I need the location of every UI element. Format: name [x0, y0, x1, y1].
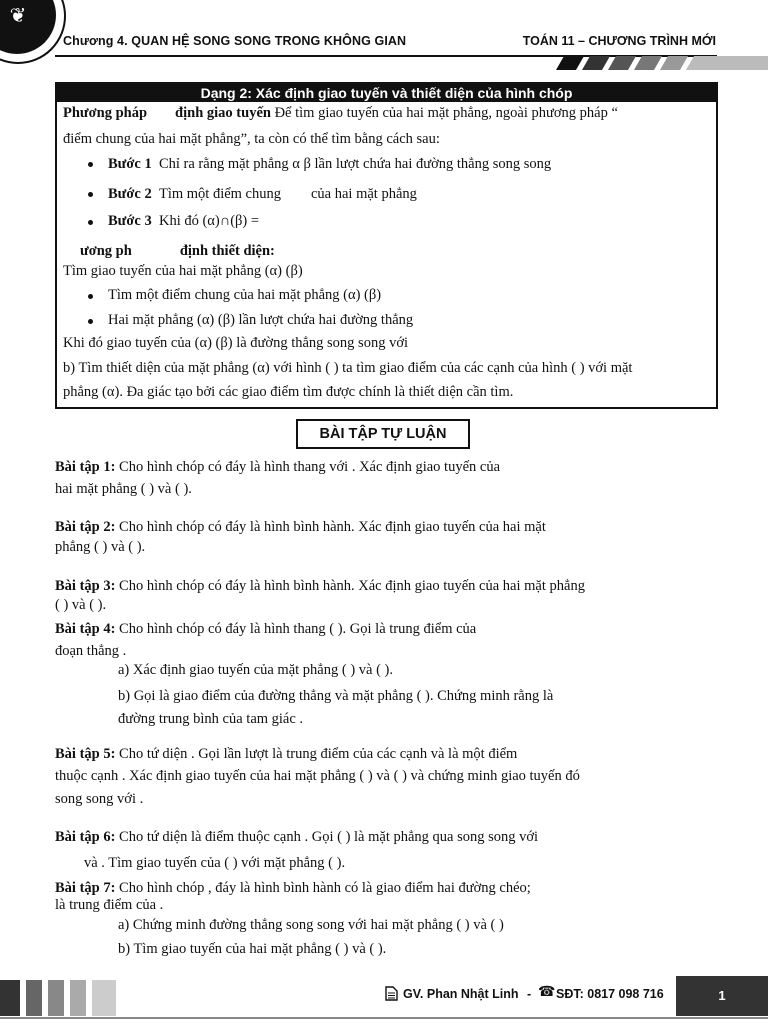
method-title: Dạng 2: Xác định giao tuyến và thiết diện của hình chóp: [57, 84, 716, 102]
footer-phone: SĐT: 0817 098 716: [556, 987, 664, 1001]
course-title: TOÁN 11 – CHƯƠNG TRÌNH MỚI: [522, 34, 716, 48]
bullet-marker: [88, 319, 93, 324]
exercise-5-cont: thuộc cạnh . Xác định giao tuyến của hai mặt phẳng ( ) và ( ) và chứng minh giao tuyến đó: [55, 768, 580, 784]
header-stripes: [554, 56, 768, 70]
chapter-title: Chương 4. QUAN HỆ SONG SONG TRONG KHÔNG GIAN: [63, 34, 407, 48]
exercise-2: Bài tập 2: Cho hình chóp có đáy là hình bình hành. Xác định giao tuyến của hai mặt: [55, 519, 546, 535]
exercise-4-cont: đoạn thẳng .: [55, 643, 127, 659]
bullet-marker: [88, 220, 93, 225]
exercise-7: Bài tập 7: Cho hình chóp , đáy là hình bình hành có là giao điểm hai đường chéo;: [55, 880, 531, 896]
exercise-4-part-b-cont: đường trung bình của tam giác .: [118, 711, 304, 727]
bullet-marker: [88, 162, 93, 167]
exercise-6-cont: và . Tìm giao tuyến của ( ) với mặt phẳng ( ).: [84, 855, 346, 871]
method-line-11: b) Tìm thiết diện của mặt phẳng (α) với hình ( ) ta tìm giao điểm của các cạnh của hình ( ) với mặt: [63, 360, 633, 376]
exercise-3: Bài tập 3: Cho hình chóp có đáy là hình bình hành. Xác định giao tuyến của hai mặt phẳng: [55, 578, 585, 594]
exercises-title: BÀI TẬP TỰ LUẬN: [296, 419, 470, 449]
bullet-marker: [88, 192, 93, 197]
exercise-4-part-a: a) Xác định giao tuyến của mặt phẳng ( ) và ( ).: [118, 662, 393, 678]
phone-icon: ☎: [538, 985, 556, 1000]
leaf-logo-icon: ❦: [9, 5, 27, 27]
step-2: Bước 2 Tìm một điểm chung của hai mặt phẳng: [108, 186, 417, 202]
method-line-12: phẳng (α). Đa giác tạo bởi các giao điểm tìm được chính là thiết diện cần tìm.: [63, 384, 514, 400]
bullet-line-1: Tìm một điểm chung của hai mặt phẳng (α) (β): [108, 287, 382, 303]
footer-author: GV. Phan Nhật Linh: [403, 987, 519, 1001]
exercise-6: Bài tập 6: Cho tứ diện là điểm thuộc cạnh . Gọi ( ) là mặt phẳng qua song song với: [55, 829, 539, 845]
exercise-1-cont: hai mặt phẳng ( ) và ( ).: [55, 481, 192, 497]
bullet-marker: [88, 294, 93, 299]
exercise-5: Bài tập 5: Cho tứ diện . Gọi lần lượt là trung điểm của các cạnh và là một điểm: [55, 746, 518, 762]
exercise-7-part-b: b) Tìm giao tuyến của hai mặt phẳng ( ) và ( ).: [118, 941, 387, 957]
step-3: Bước 3 Khi đó (α)∩(β) =: [108, 213, 260, 229]
exercise-7-part-a: a) Chứng minh đường thẳng song song với hai mặt phẳng ( ) và ( ): [118, 917, 504, 933]
exercise-4-part-b: b) Gọi là giao điểm của đường thẳng và mặt phẳng ( ). Chứng minh rằng là: [118, 688, 554, 704]
method-line-2: điểm chung của hai mặt phẳng”, ta còn có thể tìm bằng cách sau:: [63, 131, 440, 147]
page-number: 1: [676, 976, 768, 1016]
step-1: Bước 1 Chỉ ra rằng mặt phẳng α β lần lượt chứa hai đường thẳng song song: [108, 156, 552, 172]
footer-separator: -: [527, 987, 532, 1001]
exercise-3-cont: ( ) và ( ).: [55, 597, 107, 613]
exercise-5-cont-2: song song với .: [55, 791, 144, 807]
exercise-1: Bài tập 1: Cho hình chóp có đáy là hình thang với . Xác định giao tuyến của: [55, 459, 501, 475]
exercise-2-cont: phẳng ( ) và ( ).: [55, 539, 146, 555]
exercise-4: Bài tập 4: Cho hình chóp có đáy là hình thang ( ). Gọi là trung điểm của: [55, 621, 477, 637]
method-line-1: Phương pháp định giao tuyến Để tìm giao tuyến của hai mặt phẳng, ngoài phương pháp “: [63, 105, 618, 121]
document-icon: [385, 986, 398, 1001]
method-line-7: Tìm giao tuyến của hai mặt phẳng (α) (β): [63, 263, 303, 279]
method-line-10: Khi đó giao tuyến của (α) (β) là đường thẳng song song với: [63, 335, 409, 351]
bullet-line-2: Hai mặt phẳng (α) (β) lần lượt chứa hai đường thẳng: [108, 312, 414, 328]
footer-rule: [0, 1017, 768, 1019]
exercise-7-cont: là trung điểm của .: [55, 897, 164, 913]
section-heading: ương ph định thiết diện:: [80, 243, 275, 259]
